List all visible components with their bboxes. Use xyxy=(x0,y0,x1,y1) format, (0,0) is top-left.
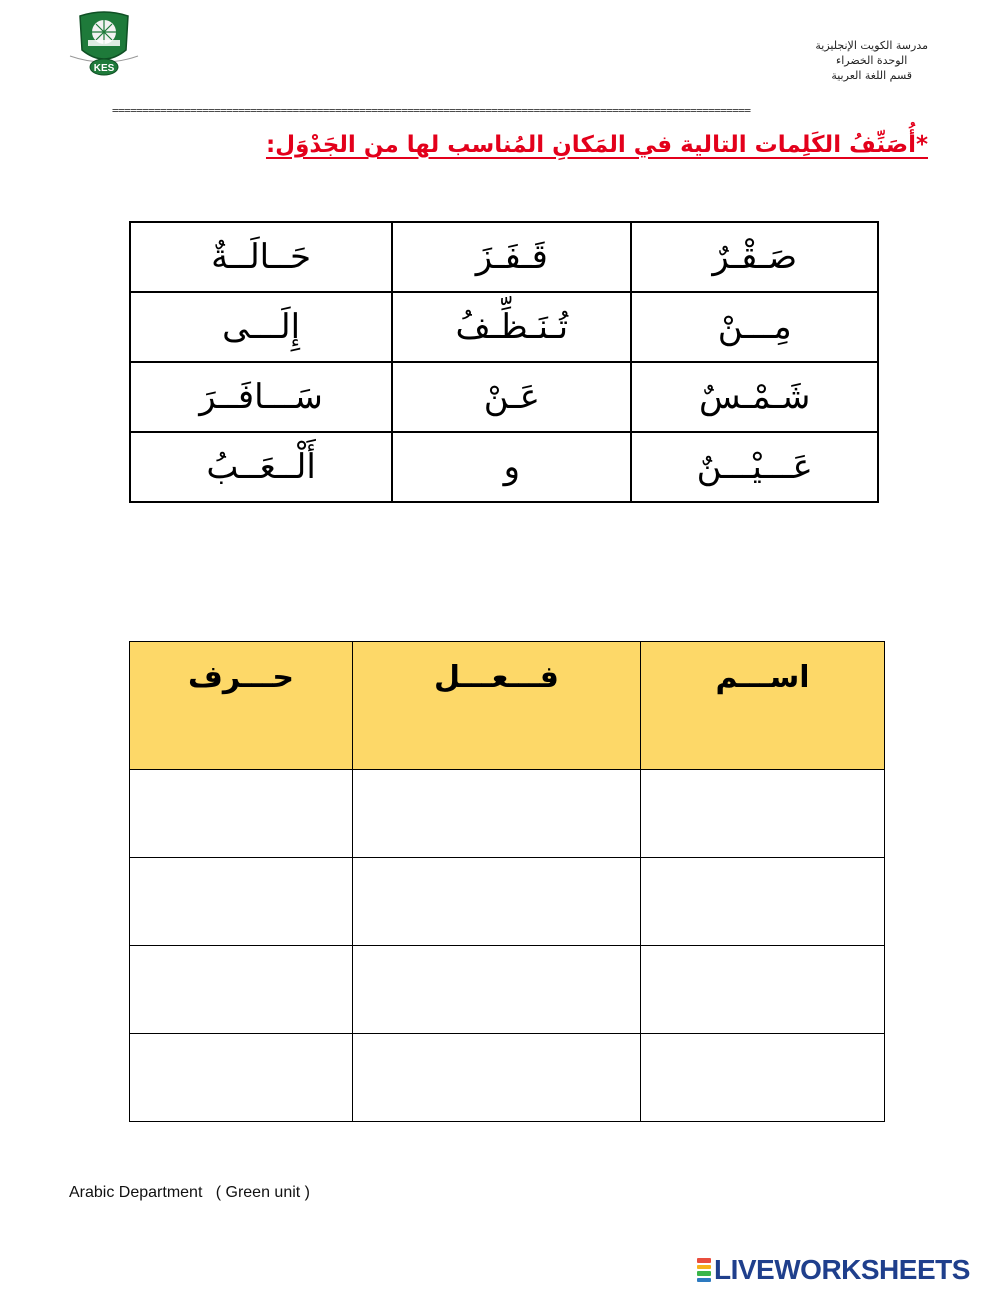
word-cell[interactable]: حَــالَــةٌ xyxy=(130,222,392,292)
drop-cell[interactable] xyxy=(130,858,353,946)
table-row xyxy=(130,1034,885,1122)
brand-name: LIVEWORKSHEETS xyxy=(714,1254,970,1285)
brand-color-block xyxy=(697,1271,711,1276)
drop-cell[interactable] xyxy=(353,1034,641,1122)
sorting-table xyxy=(129,641,885,1122)
letter-column-header: حـــرف xyxy=(130,642,353,770)
school-logo xyxy=(66,10,142,80)
verb-column-header: فـــعـــل xyxy=(353,642,641,770)
department-name: قسم اللغة العربية xyxy=(831,69,913,82)
drop-cell[interactable] xyxy=(641,1034,885,1122)
word-cell[interactable]: عَـــيْـــنٌ xyxy=(631,432,878,502)
drop-cell[interactable] xyxy=(130,1034,353,1122)
brand-logo-icon xyxy=(697,1257,711,1283)
drop-cell[interactable] xyxy=(130,770,353,858)
brand-color-block xyxy=(697,1258,711,1263)
brand-color-block xyxy=(697,1265,711,1270)
noun-column-header: اســـم xyxy=(641,642,885,770)
words-table xyxy=(129,221,879,503)
word-cell[interactable]: إِلَـــى xyxy=(130,292,392,362)
table-row xyxy=(130,946,885,1034)
drop-cell[interactable] xyxy=(641,858,885,946)
word-cell[interactable]: شَـمْـسٌ xyxy=(631,362,878,432)
word-cell[interactable]: عَـنْ xyxy=(392,362,631,432)
word-cell[interactable]: سَـــافَــرَ xyxy=(130,362,392,432)
word-cell[interactable]: قَـفَـزَ xyxy=(392,222,631,292)
unit-name: الوحدة الخضراء xyxy=(836,54,908,67)
table-row xyxy=(130,292,878,362)
drop-cell[interactable] xyxy=(641,770,885,858)
footer-note: Arabic Department ( Green unit ) xyxy=(69,1184,310,1201)
word-cell[interactable]: و xyxy=(392,432,631,502)
table-row xyxy=(130,222,878,292)
drop-cell[interactable] xyxy=(353,946,641,1034)
drop-cell[interactable] xyxy=(641,946,885,1034)
school-info xyxy=(815,38,928,83)
table-row xyxy=(130,770,885,858)
drop-cell[interactable] xyxy=(353,770,641,858)
brand-color-block xyxy=(697,1278,711,1283)
table-row xyxy=(130,362,878,432)
instruction-title: *أُصَنِّفُ الكَلِمات التالية في المَكانِ المُناسب لها من الجَدْوَل: xyxy=(265,132,928,158)
word-cell[interactable]: أَلْــعَــبُ xyxy=(130,432,392,502)
header-row xyxy=(130,642,885,770)
school-name: مدرسة الكويت الإنجليزية xyxy=(815,39,928,52)
table-row xyxy=(130,432,878,502)
separator-line: ========================================================================================================== xyxy=(112,104,751,117)
word-cell[interactable]: صَـقْـرٌ xyxy=(631,222,878,292)
drop-cell[interactable] xyxy=(353,858,641,946)
word-cell[interactable]: تُـنَـظِّـفُ xyxy=(392,292,631,362)
logo-text: KES xyxy=(93,63,115,74)
drop-cell[interactable] xyxy=(130,946,353,1034)
word-cell[interactable]: مِـــنْ xyxy=(631,292,878,362)
table-row xyxy=(130,858,885,946)
liveworksheets-brand[interactable] xyxy=(697,1254,970,1286)
